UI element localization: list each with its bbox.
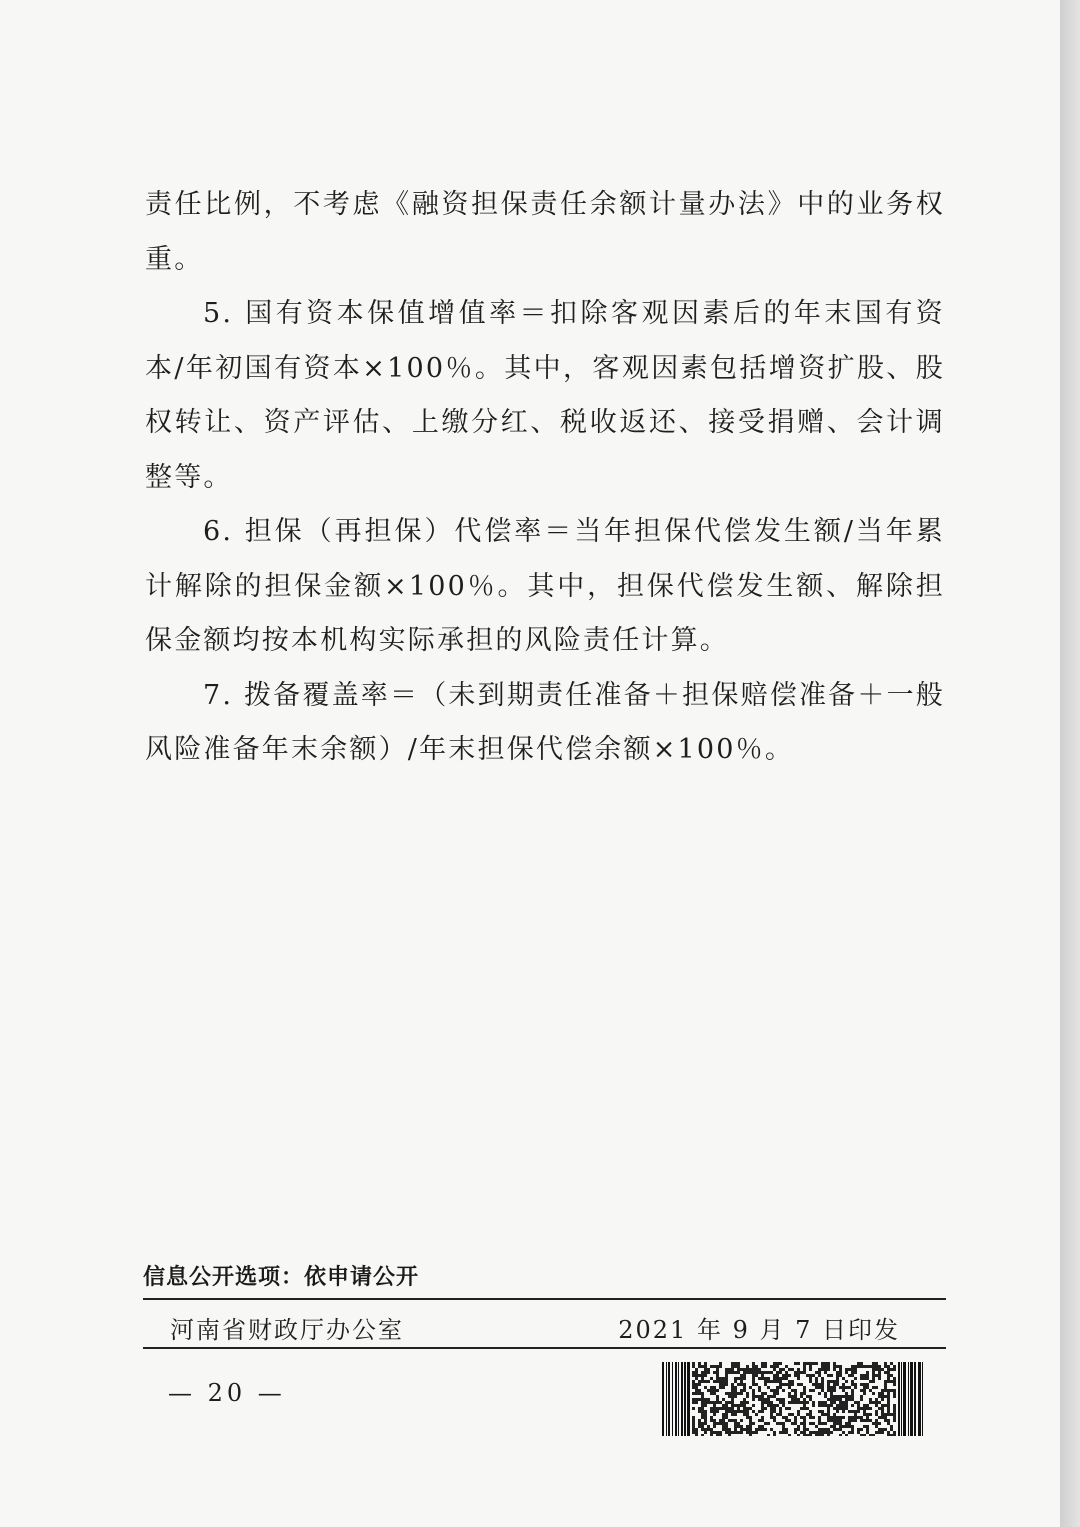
paragraph-item-6: 6. 担保（再担保）代偿率＝当年担保代偿发生额/当年累计解除的担保金额×100％。其中，担保代偿发生额、解除担保金额均按本机构实际承担的风险责任计算。	[145, 516, 945, 656]
barcode-right-bars	[898, 1362, 923, 1436]
paragraph-1: 责任比例，不考虑《融资担保责任余额计量办法》中的业务权重。	[145, 189, 945, 275]
page-number: — 20 —	[168, 1379, 286, 1407]
paragraph-item-5: 5. 国有资本保值增值率＝扣除客观因素后的年末国有资本/年初国有资本×100％。其中，客观因素包括增资扩股、股权转让、资产评估、上缴分红、税收返还、接受捐赠、会计调整等。	[145, 298, 945, 493]
issue-date: 2021 年 9 月 7 日印发	[618, 1316, 900, 1344]
issuing-office: 河南省财政厅办公室	[170, 1316, 404, 1344]
body-text	[145, 178, 945, 778]
barcode-left-bars	[662, 1362, 690, 1436]
barcode-matrix	[692, 1362, 896, 1436]
footer-rule-bottom	[143, 1347, 946, 1349]
disclosure-option: 信息公开选项：依申请公开	[143, 1265, 420, 1290]
paragraph-item-7: 7. 拨备覆盖率＝（未到期责任准备＋担保赔偿准备＋一般风险准备年末余额）/年末担保代偿余额×100％。	[145, 679, 945, 765]
footer-rule-top	[143, 1298, 946, 1300]
page-edge	[1060, 0, 1080, 1527]
barcode-icon	[662, 1362, 924, 1436]
